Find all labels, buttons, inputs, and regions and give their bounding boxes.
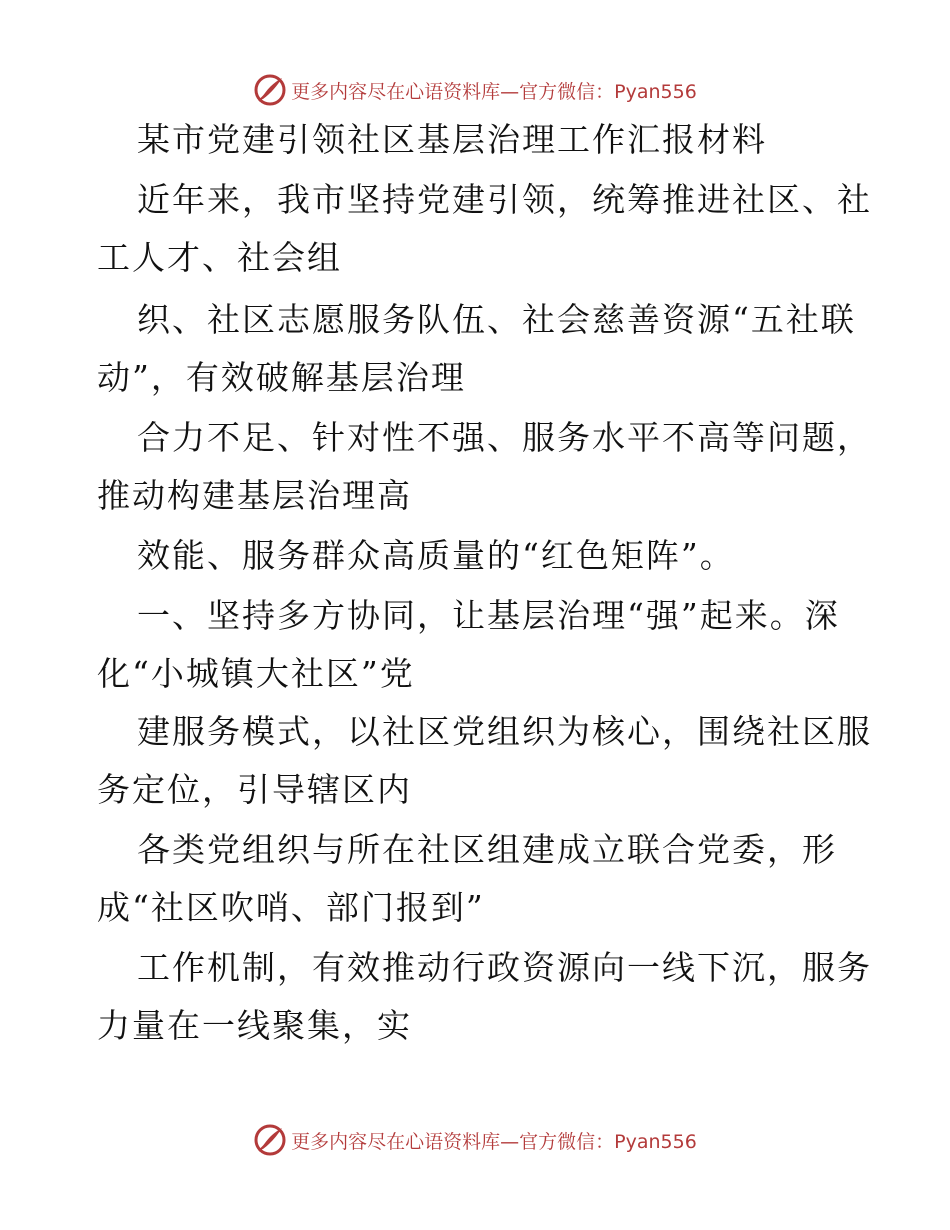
paragraph-line: 各类党组织与所在社区组建成立联合党委，形 [137,830,837,869]
paragraph-line: 近年来，我市坚持党建引领，统筹推进社区、社 [137,180,872,219]
paragraph-line: 推动构建基层治理高 [97,476,412,515]
header-banner [0,70,950,110]
header-banner-text: 更多内容尽在心语资料库—官方微信：Pyan556 [291,80,697,103]
section-heading-line: 一、坚持多方协同，让基层治理“强”起来。深 [137,596,840,635]
quill-pen-logo-icon [253,1123,287,1157]
paragraph-line: 务定位，引导辖区内 [97,770,412,809]
paragraph-line: 力量在一线聚集，实 [97,1006,412,1045]
paragraph-line: 化“小城镇大社区”党 [97,654,415,693]
paragraph-line: 成“社区吹哨、部门报到” [97,888,485,927]
footer-banner [0,1120,950,1160]
paragraph-line: 织、社区志愿服务队伍、社会慈善资源“五社联 [137,300,856,339]
paragraph-line: 效能、服务群众高质量的“红色矩阵”。 [137,536,735,575]
quill-pen-logo-icon [253,73,287,107]
document-title: 某市党建引领社区基层治理工作汇报材料 [137,120,767,159]
paragraph-line: 建服务模式，以社区党组织为核心，围绕社区服 [137,712,872,751]
paragraph-line: 工作机制，有效推动行政资源向一线下沉，服务 [137,948,872,987]
header-banner-content [253,73,697,107]
paragraph-line: 动”，有效破解基层治理 [97,358,466,397]
footer-banner-content [253,1123,697,1157]
paragraph-line: 合力不足、针对性不强、服务水平不高等问题， [137,418,872,457]
paragraph-line: 工人才、社会组 [97,238,342,277]
footer-banner-text: 更多内容尽在心语资料库—官方微信：Pyan556 [291,1130,697,1153]
